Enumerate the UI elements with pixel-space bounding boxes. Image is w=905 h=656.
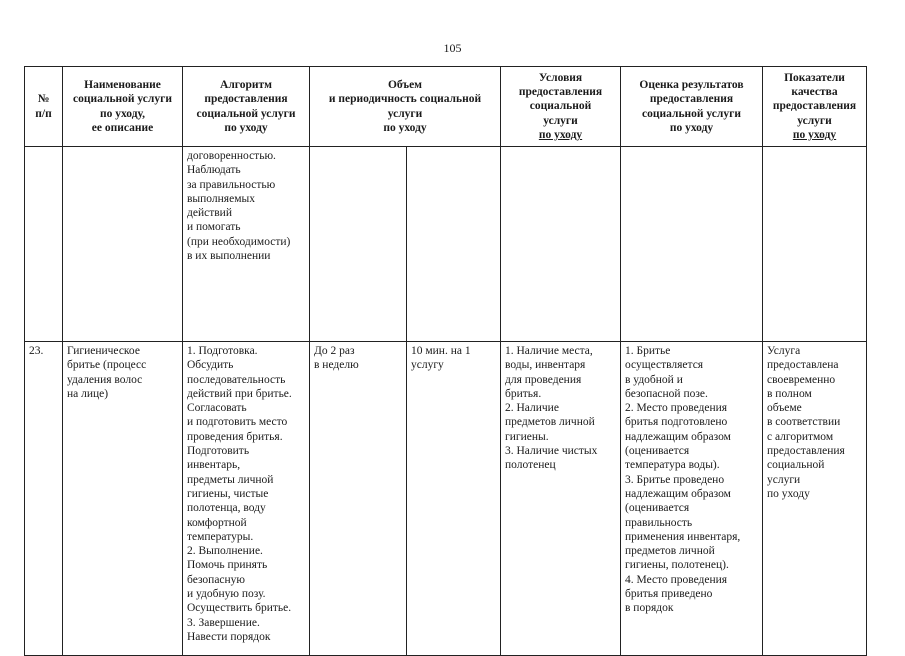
header-service-name: Наименование социальной услуги по уходу, ее описание <box>63 67 183 147</box>
header-conditions-text: Условия предоставления социальной услуги <box>518 71 603 127</box>
header-number: № п/п <box>25 67 63 147</box>
header-conditions-suffix: по уходу <box>538 128 583 141</box>
cell-number: 23. <box>25 342 63 656</box>
cell-number <box>25 147 63 342</box>
header-quality-indicators <box>763 67 867 147</box>
cell-conditions <box>501 147 621 342</box>
header-volume-frequency: Объем и периодичность социальной услуги по уходу <box>310 67 501 147</box>
table-row-23 <box>25 342 867 656</box>
page-number: 105 <box>443 41 462 55</box>
cell-frequency <box>310 147 407 342</box>
cell-assessment <box>621 147 763 342</box>
cell-indicators: Услуга предоставлена своевременно в полном объеме в соответствии с алгоритмом предоставления социальной услуги по уходу <box>763 342 867 656</box>
cell-indicators <box>763 147 867 342</box>
cell-service-name <box>63 147 183 342</box>
cell-algorithm: договоренностью. Наблюдать за правильностью выполняемых действий и помогать (при необходимости) в их выполнении <box>183 147 310 342</box>
cell-conditions: 1. Наличие места, воды, инвентаря для проведения бритья. 2. Наличие предметов личной гигиены. 3. Наличие чистых полотенец <box>501 342 621 656</box>
header-conditions <box>501 67 621 147</box>
header-indicators-suffix: по уходу <box>792 128 837 141</box>
cell-algorithm: 1. Подготовка. Обсудить последовательность действий при бритье. Согласовать и подготовить место проведения бритья. Подготовить инвентарь, предметы личной гигиены, чистые полотенца, воду комфортной температуры. 2. Выполнение. Помочь принять безопасную и удобную позу. Осуществить бритье. 3. Завершение. Навести порядок <box>183 342 310 656</box>
header-row <box>25 67 867 147</box>
header-indicators-text: Показатели качества предоставления услуги <box>772 71 857 127</box>
social-services-table <box>24 66 867 656</box>
cell-service-name: Гигиеническое бритье (процесс удаления волос на лице) <box>63 342 183 656</box>
cell-frequency: До 2 раз в неделю <box>310 342 407 656</box>
table-row-continuation <box>25 147 867 342</box>
cell-assessment: 1. Бритье осуществляется в удобной и безопасной позе. 2. Место проведения бритья подготовлено надлежащим образом (оценивается температура воды). 3. Бритье проведено надлежащим образом (оценивается правильность применения инвентаря, предметов личной гигиены, полотенец). 4. Место проведения бритья приведено в порядок <box>621 342 763 656</box>
cell-duration: 10 мин. на 1 услугу <box>407 342 501 656</box>
cell-duration <box>407 147 501 342</box>
header-algorithm: Алгоритм предоставления социальной услуги по уходу <box>183 67 310 147</box>
header-assessment: Оценка результатов предоставления социальной услуги по уходу <box>621 67 763 147</box>
